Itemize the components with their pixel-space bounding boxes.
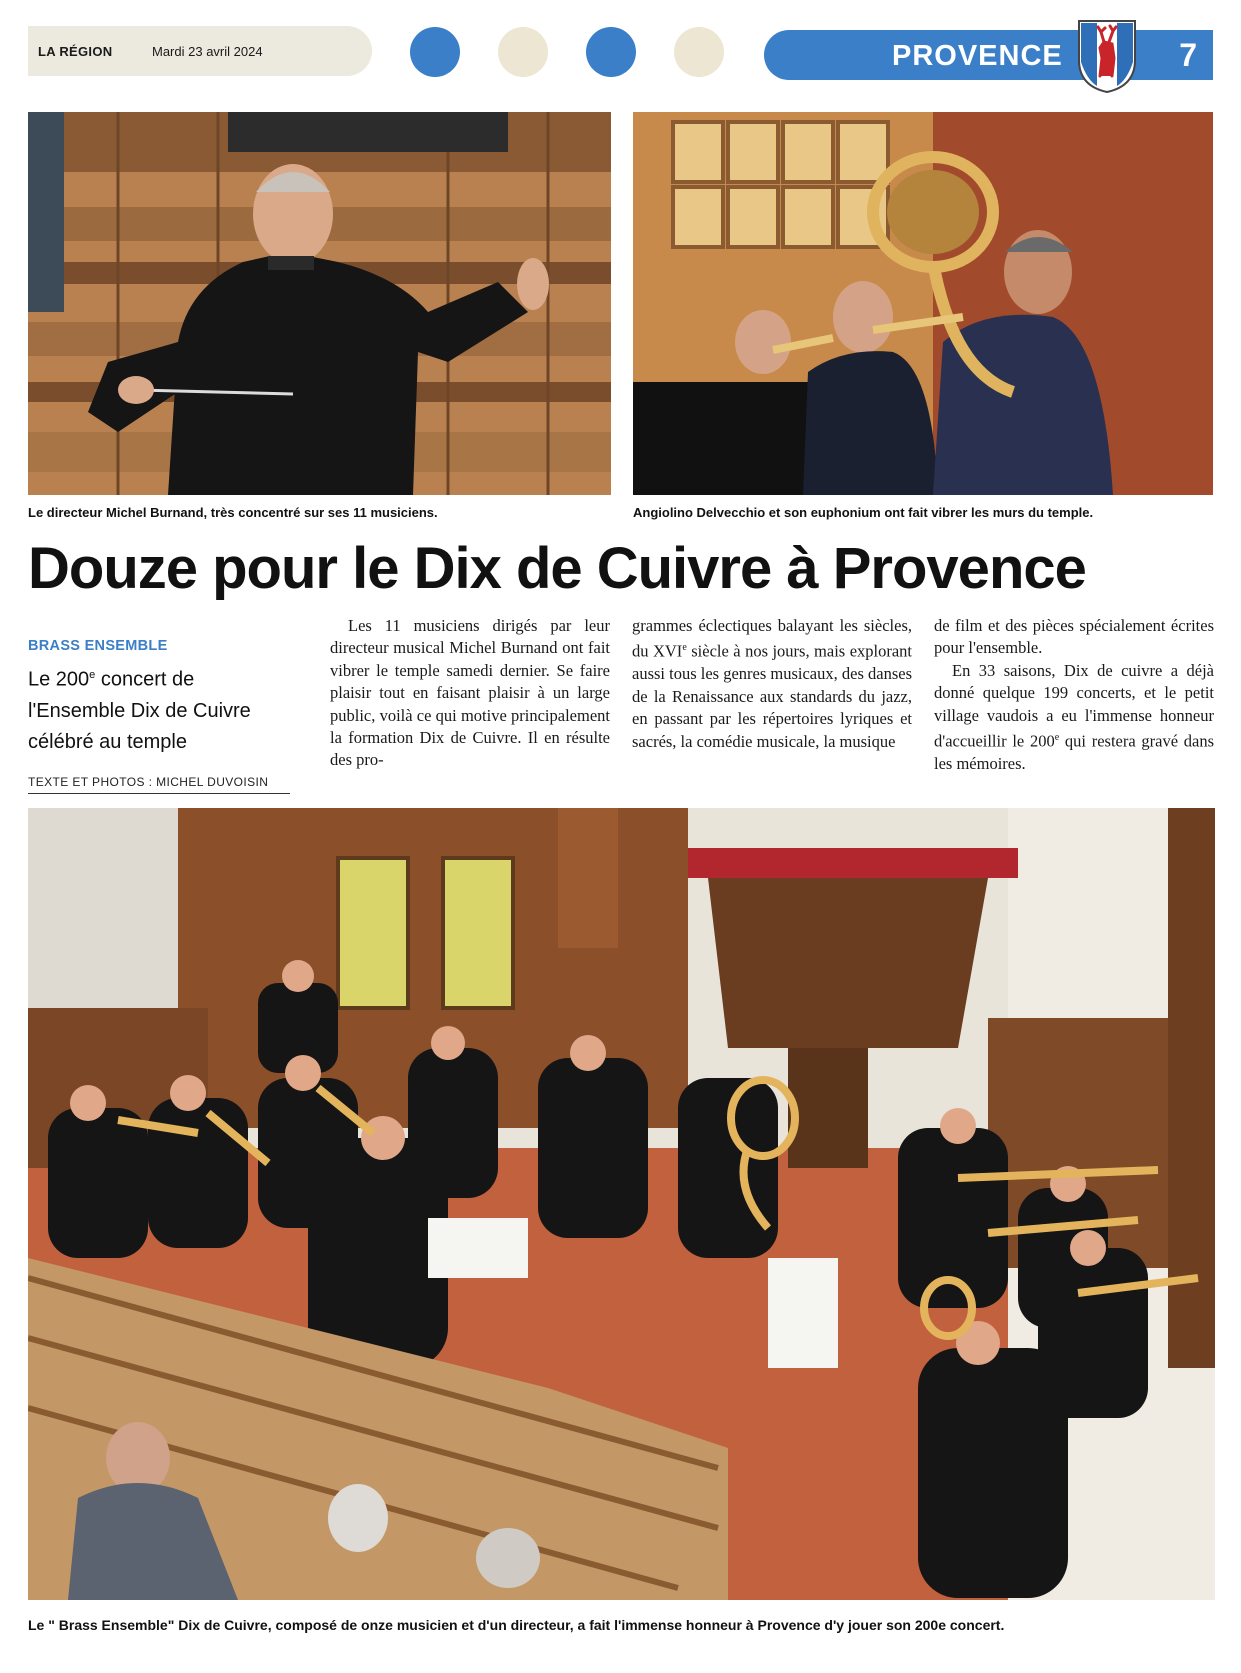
newspaper-name: LA RÉGION xyxy=(38,44,113,59)
lede-text: concert de l'Ensemble Dix de Cuivre célébré au temple xyxy=(28,668,251,753)
photo-caption: Angiolino Delvecchio et son euphonium ont fait vibrer les murs du temple. xyxy=(633,505,1094,520)
article-column-1 xyxy=(330,615,610,772)
photo-brass-ensemble xyxy=(28,808,1215,1600)
section-name: PROVENCE xyxy=(892,40,1063,72)
header-dot xyxy=(410,27,460,77)
article-paragraph: Les 11 musiciens dirigés par leur directeur musical Michel Burnand ont fait vibrer le temple samedi dernier. Se faire plaisir tout en faisant plaisir à un large public, voilà ce qui motive principalement la formation Dix de Cuivre. Il en résulte des pro- xyxy=(330,616,610,770)
article-column-3 xyxy=(934,615,1214,775)
paragraph-text: siècle à nos jours, mais explorant aussi tous les genres musicaux, des danses de la Renaissance aux standards du jazz, en passant par les répertoires lyriques et sacrés, la comédie musicale, la musique xyxy=(632,641,913,751)
section-band xyxy=(764,30,1213,80)
lede-text: Le 200 xyxy=(28,668,90,691)
photo-caption: Le directeur Michel Burnand, très concentré sur ses 11 musiciens. xyxy=(28,505,438,520)
issue-date: Mardi 23 avril 2024 xyxy=(152,44,263,59)
article-column-2 xyxy=(632,615,912,753)
paragraph-text: qui restera gravé dans les mémoires. xyxy=(934,731,1215,773)
article-paragraph xyxy=(934,660,1214,776)
superscript: e xyxy=(89,669,96,681)
header-dot xyxy=(586,27,636,77)
article-paragraph xyxy=(632,615,912,753)
article-lede xyxy=(28,660,288,758)
article-paragraph: de film et des pièces spécialement écrites pour l'ensemble. xyxy=(934,616,1214,658)
superscript: e xyxy=(682,642,687,654)
article-headline: Douze pour le Dix de Cuivre à Provence xyxy=(28,536,1086,601)
header-dot xyxy=(498,27,548,77)
photo-conductor xyxy=(28,112,611,495)
superscript: e xyxy=(1054,732,1060,744)
photo-euphonium-player xyxy=(633,112,1213,495)
provence-coat-of-arms-icon xyxy=(1076,18,1138,94)
paragraph-text: En 33 saisons, Dix de cuivre a déjà donné quelque 199 concerts, et le petit village vaudois a eu l'immense honneur d'accueillir le 200 xyxy=(934,660,1214,751)
article-credit: TEXTE ET PHOTOS : MICHEL DUVOISIN xyxy=(28,775,290,794)
page-number: 7 xyxy=(1179,37,1197,73)
header-dot xyxy=(674,27,724,77)
photo-caption: Le " Brass Ensemble" Dix de Cuivre, composé de onze musicien et d'un directeur, a fait l'immense honneur à Provence d'y jouer son 200e concert. xyxy=(28,1617,1005,1633)
paragraph-text: grammes éclectiques balayant les siècles, du XVI xyxy=(632,616,912,661)
header-left-band xyxy=(28,26,372,76)
article-kicker: BRASS ENSEMBLE xyxy=(28,638,168,654)
